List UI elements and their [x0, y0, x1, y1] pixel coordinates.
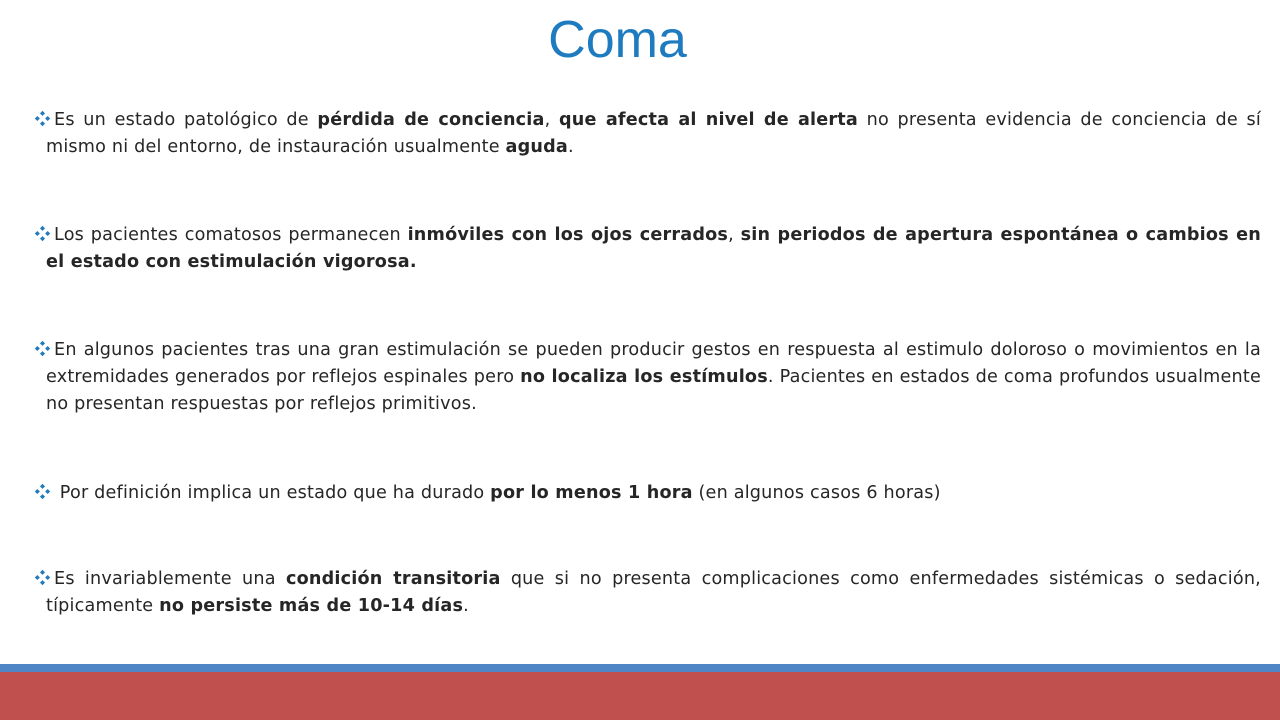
diamond-bullet-icon	[35, 570, 50, 585]
bullet-text-segment: .	[568, 137, 574, 157]
bullet-text-segment: ,	[728, 225, 741, 245]
diamond-bullet-icon	[35, 484, 50, 499]
footer-stripe	[0, 664, 1280, 672]
bullet-text	[35, 107, 1261, 161]
bullet-text	[35, 566, 1261, 620]
bullet-list	[35, 0, 1261, 660]
bullet-text-segment: Es un estado patológico de	[54, 110, 318, 130]
bullet-text-segment: ,	[544, 110, 560, 130]
bullet-text-bold: aguda	[505, 137, 568, 157]
bullet-text-bold: inmóviles con los ojos cerrados	[407, 225, 729, 245]
bullet-text	[35, 337, 1261, 418]
bullet-item	[35, 566, 1261, 620]
bullet-text-segment: (en algunos casos 6 horas)	[692, 483, 941, 503]
diamond-bullet-icon	[35, 341, 50, 356]
bullet-text-segment: .	[463, 596, 469, 616]
bullet-item	[35, 222, 1261, 276]
footer-band	[0, 672, 1280, 720]
bullet-text-segment: no presenta evidencia de conciencia de sí mismo ni del entorno, de instauración usualmente	[46, 110, 1261, 157]
diamond-bullet-icon	[35, 226, 50, 241]
bullet-text-bold: que afecta al nivel de alerta	[559, 110, 858, 130]
bullet-text-bold: no persiste más de 10-14 días	[159, 596, 464, 616]
diamond-bullet-icon	[35, 111, 50, 126]
bullet-text-bold: pérdida de conciencia	[317, 110, 545, 130]
bullet-text-segment: que si no presenta complicaciones como enfermedades sistémicas o sedación, típicamente	[46, 569, 1261, 616]
bullet-item	[35, 480, 1261, 507]
bullet-item	[35, 107, 1261, 161]
bullet-text-bold: condición transitoria	[285, 569, 501, 589]
bullet-text-bold: por lo menos 1 hora	[490, 483, 693, 503]
bullet-text-segment: En algunos pacientes tras una gran estimulación se pueden producir gestos en respuesta al estimulo doloroso o movimientos en la extremidades generados por reflejos espinales pero	[46, 340, 1261, 387]
bullet-text-segment: Los pacientes comatosos permanecen	[54, 225, 408, 245]
bullet-text-segment: Por definición implica un estado que ha durado	[54, 483, 491, 503]
slide-title: Coma	[548, 11, 687, 69]
bullet-text-segment: . Pacientes en estados de coma profundos usualmente no presentan respuestas por reflejos primitivos.	[46, 367, 1262, 414]
bullet-text-bold: sin periodos de apertura espontánea o cambios en el estado con estimulación vigorosa.	[46, 225, 1261, 272]
bullet-text-bold: no localiza los estímulos	[520, 367, 768, 387]
bullet-text	[35, 222, 1261, 276]
bullet-item	[35, 337, 1261, 418]
bullet-text-segment: Es invariablemente una	[54, 569, 286, 589]
bullet-text	[35, 480, 1261, 507]
